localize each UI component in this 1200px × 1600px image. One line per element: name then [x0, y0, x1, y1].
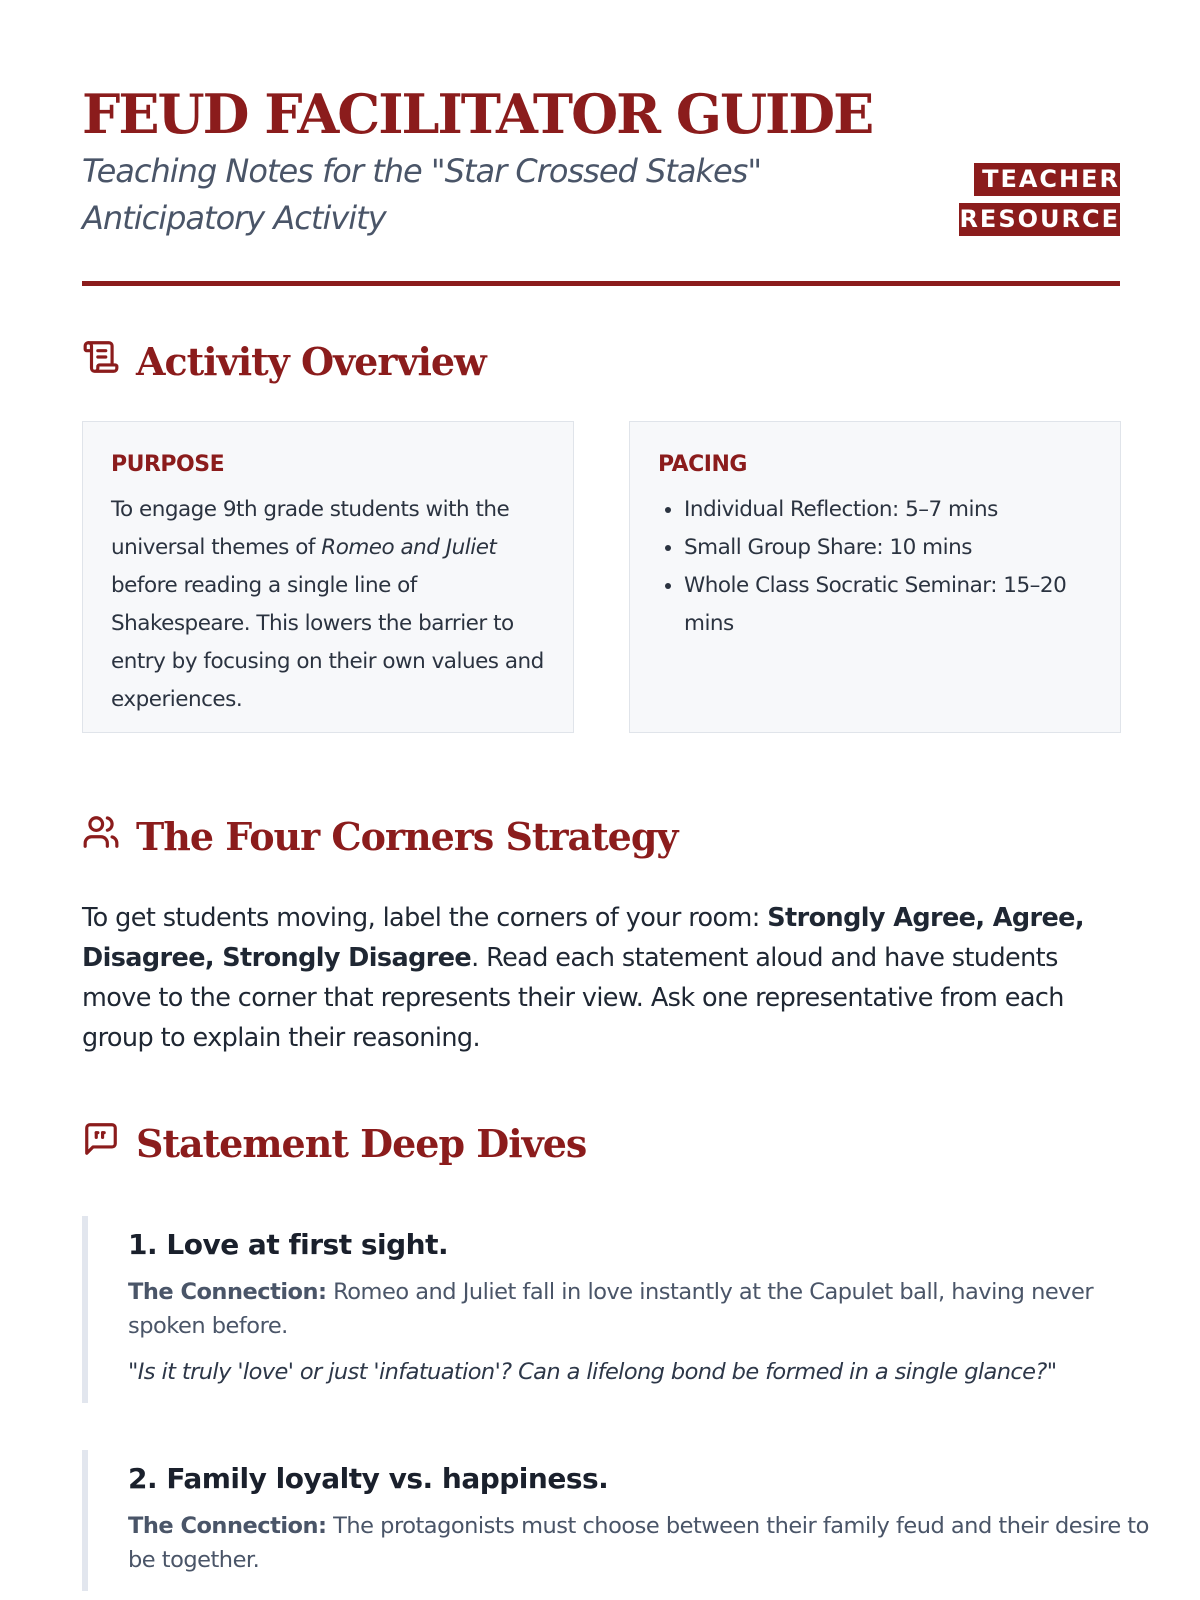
pacing-card	[629, 421, 1121, 733]
deep-dive-title: 1. Love at first sight.	[128, 1228, 449, 1261]
deep-dive-item	[82, 1216, 1162, 1403]
header-divider	[82, 281, 1120, 286]
pacing-list	[658, 491, 1094, 643]
section-heading-deep-dives	[82, 1120, 586, 1167]
corner-labels: Strongly Agree, Agree, Disagree, Strongly Disagree	[82, 903, 1084, 973]
page-title: FEUD FACILITATOR GUIDE	[82, 82, 873, 146]
quote-message-icon	[82, 1120, 120, 1167]
badge-label: TEACHER RESOURCE	[959, 163, 1120, 236]
deep-dive-connection	[128, 1509, 1162, 1577]
connection-text: The protagonists must choose between their family feud and their desire to be together.	[128, 1513, 1149, 1573]
page-subtitle: Teaching Notes for the "Star Crossed Stakes" Anticipatory Activity	[82, 152, 762, 237]
section-heading-text: Statement Deep Dives	[136, 1121, 587, 1166]
play-title: Romeo and Juliet	[321, 535, 497, 560]
section-heading-four-corners	[82, 813, 678, 860]
connection-label: The Connection:	[128, 1513, 327, 1539]
deep-dive-connection	[128, 1275, 1162, 1343]
pacing-item: • Individual Reflection: 5–7 mins	[684, 491, 1094, 529]
deep-dive-item	[82, 1450, 1162, 1591]
purpose-card	[82, 421, 574, 733]
scroll-icon	[82, 338, 120, 385]
purpose-label: PURPOSE	[111, 452, 225, 477]
section-heading-text: Activity Overview	[136, 339, 486, 384]
four-corners-description	[82, 898, 1122, 1058]
teacher-resource-badge	[954, 159, 1120, 239]
connection-label: The Connection:	[128, 1279, 327, 1305]
four-corners-text-end: . Read each statement aloud and have students move to the corner that represents their view. Ask one representative from each group to explain their reasoning.	[82, 943, 1064, 1053]
four-corners-text-start: To get students moving, label the corners of your room:	[82, 903, 768, 933]
deep-dive-question: "Is it truly 'love' or just 'infatuation'? Can a lifelong bond be formed in a single glance?"	[128, 1359, 1057, 1385]
pacing-item: • Whole Class Socratic Seminar: 15–20 mins	[684, 567, 1094, 643]
pacing-item: • Small Group Share: 10 mins	[684, 529, 1094, 567]
purpose-text-start: To engage 9th grade students with the universal themes of	[111, 497, 510, 560]
deep-dive-title: 2. Family loyalty vs. happiness.	[128, 1462, 609, 1495]
section-heading-text: The Four Corners Strategy	[136, 814, 678, 859]
purpose-text-end: before reading a single line of Shakespeare. This lowers the barrier to entry by focusing on their own values and experiences.	[111, 573, 544, 712]
purpose-text	[111, 491, 547, 719]
connection-text: Romeo and Juliet fall in love instantly at the Capulet ball, having never spoken before.	[128, 1279, 1094, 1339]
users-icon	[82, 813, 120, 860]
pacing-label: PACING	[658, 452, 747, 477]
section-heading-overview	[82, 338, 486, 385]
